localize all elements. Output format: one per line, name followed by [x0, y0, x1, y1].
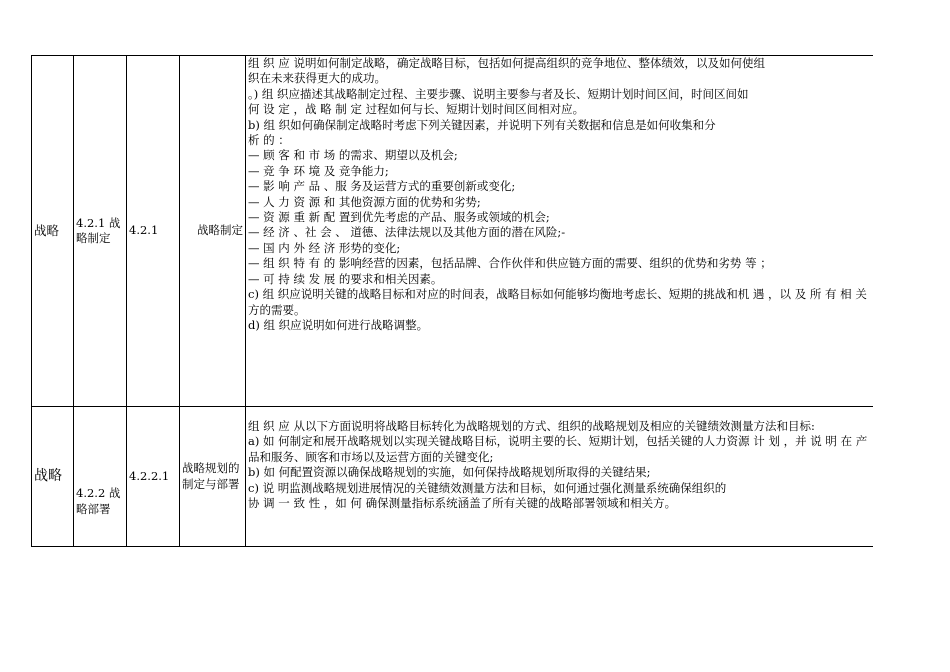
description-line: 织在未来获得更大的成功。	[248, 71, 386, 86]
description-line: 协 调 一 致 性 ，如 何 确保测量指标系统涵盖了所有关键的战略部署领域和相关方。	[248, 496, 677, 511]
subsection-cell[interactable]: 4.2.1 战略制定	[74, 56, 127, 407]
subsection-cell[interactable]: 4.2.2 战略部署	[74, 407, 127, 547]
description-line: c) 说 明监测战略规划进展情况的关键绩效测量方法和目标，如何通过强化测量系统确保组织的	[248, 480, 727, 495]
description-line: b) 组 织如何确保制定战略时考虑下列关键因素，并说明下列有关数据和信息是如何收集和分	[248, 117, 716, 132]
description-line: — 组 织 特 有 的 影响经营的因素，包括品牌、合作伙伴和供应链方面的需要、组织的优势和劣势 等 ；	[248, 256, 772, 271]
description-line: 组 织 应 从以下方面说明将战略目标转化为战略规划的方式、组织的战略规划及相应的关键绩效测量方法和目标:	[248, 419, 815, 433]
criteria-table	[31, 55, 873, 547]
name-cell[interactable]: 战略制定	[180, 56, 246, 407]
number-cell[interactable]: 4.2.1	[127, 56, 180, 407]
description-line: — 影 响 产 品 、服 务及运营方式的重要创新或变化;	[248, 179, 516, 194]
description-line: 。) 组 织应描述其战略制定过程、主要步骤、说明主要参与者及长、短期计划时间区间，时间区间如	[248, 86, 749, 101]
description-line: 析 的 ：	[248, 133, 290, 148]
description-line: — 顾 客 和 市 场 的需求、期望以及机会;	[248, 148, 458, 163]
description-line: — 竞 争 环 境 及 竞争能力;	[248, 163, 389, 178]
description-line: — 资 源 重 新 配 置到优先考虑的产品、服务或领域的机会;	[248, 210, 550, 225]
description-cell[interactable]	[246, 56, 874, 407]
table-row	[32, 407, 874, 547]
description-line: b) 如 何配置资源以确保战略规划的实施，如何保持战略规划所取得的关键结果;	[248, 465, 651, 480]
description-line: 何 设 定 ，战 略 制 定 过程如何与长、短期计划时间区间相对应。	[248, 102, 585, 117]
spreadsheet	[31, 55, 873, 547]
description-line: — 经 济 、社 会 、 道德、法律法规以及其他方面的潜在风险;-	[248, 225, 566, 240]
description-line: — 人 力 资 源 和 其他资源方面的优势和劣势;	[248, 194, 481, 209]
description-line: a) 如 何制定和展开战略规划以实现关键战略目标，说明主要的长、短期计划，包括关键的人力资源 计 划 ，并 说 明 在 产品和服务、顾客和市场以及运营方面的关键变化;	[248, 434, 868, 464]
category-cell[interactable]: 战略	[32, 56, 74, 407]
description-cell[interactable]	[246, 407, 874, 547]
table-row	[32, 56, 874, 407]
description-line: d) 组 织应说明如何进行战略调整。	[248, 317, 429, 332]
description-line: — 可 持 续 发 展 的要求和相关因素。	[248, 271, 443, 286]
description-line: 组 织 应 说明如何制定战略，确定战略目标，包括如何提高组织的竞争地位、整体绩效，以及如何使组	[248, 56, 765, 70]
description-line: — 国 内 外 经 济 形势的变化;	[248, 240, 401, 255]
name-cell[interactable]: 战略规划的制定与部署	[180, 407, 246, 547]
description-line: c) 组 织应说明关键的战略目标和对应的时间表，战略目标如何能够均衡地考虑长、短期的挑战和机 遇 ，以 及 所 有 相 关方的需要。	[248, 287, 867, 317]
number-cell[interactable]: 4.2.2.1	[127, 407, 180, 547]
category-cell[interactable]: 战略	[32, 407, 74, 547]
